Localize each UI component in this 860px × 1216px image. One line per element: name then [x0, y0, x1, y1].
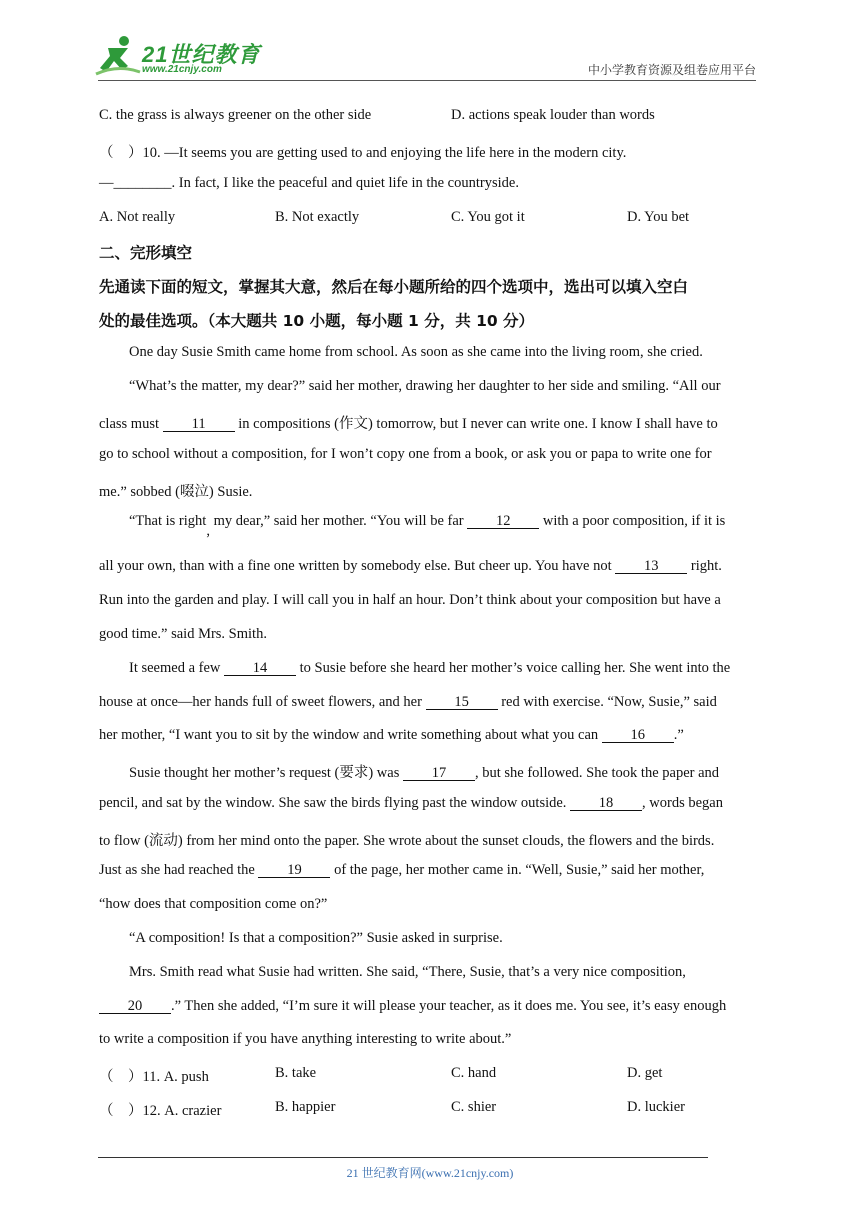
- logo-text: 21世纪教育: [142, 42, 261, 67]
- blank-20: 20: [99, 999, 171, 1014]
- passage-line: to flow (流动) from her mind onto the paper. She wrote about the sunset clouds, the flowers and the birds.: [99, 833, 715, 849]
- passage-line: me.” sobbed (啜泣) Susie.: [99, 484, 253, 500]
- section-instruction-2: 处的最佳选项。（本大题共 10 小题，每小题 1 分，共 10 分）: [99, 312, 535, 330]
- blank-12: 12: [467, 514, 539, 529]
- passage-line: good time.” said Mrs. Smith.: [99, 626, 267, 642]
- blank-13: 13: [615, 559, 687, 574]
- passage-line: class must 11 in compositions (作文) tomorrow, but I never can write one. I know I shall have to: [99, 416, 718, 432]
- blank-16: 16: [602, 728, 674, 743]
- q11-option-b: B. take: [275, 1065, 317, 1081]
- passage-line: all your own, than with a fine one written by somebody else. But cheer up. You have not 13 right.: [99, 558, 722, 574]
- q11-option-d: D. get: [627, 1065, 663, 1081]
- section-instruction-1: 先通读下面的短文，掌握其大意，然后在每小题所给的四个选项中，选出可以填入空白: [99, 278, 689, 296]
- header-divider: [98, 80, 756, 81]
- passage-line: to write a composition if you have anything interesting to write about.”: [99, 1031, 512, 1047]
- q11-stem: （ ）11. A. push: [99, 1069, 209, 1085]
- blank-19: 19: [258, 863, 330, 878]
- q12-option-b: B. happier: [275, 1099, 336, 1115]
- q9-option-d: D. actions speak louder than words: [451, 107, 655, 123]
- blank-11: 11: [163, 417, 235, 432]
- passage-line: “What’s the matter, my dear?” said her mother, drawing her daughter to her side and smiling. “All our: [129, 378, 721, 394]
- q12-stem: （ ）12. A. crazier: [99, 1103, 222, 1119]
- footer-link[interactable]: 21 世纪教育网(www.21cnjy.com): [346, 1166, 514, 1180]
- passage-line: Run into the garden and play. I will call you in half an hour. Don’t think about your composition but have a: [99, 592, 721, 608]
- blank-18: 18: [570, 796, 642, 811]
- passage-line: go to school without a composition, for I won’t copy one from a book, or ask you or papa to write one for: [99, 446, 712, 462]
- q12-option-d: D. luckier: [627, 1099, 685, 1115]
- passage-line: “how does that composition come on?”: [99, 896, 328, 912]
- passage-line: Mrs. Smith read what Susie had written. She said, “There, Susie, that’s a very nice composition,: [129, 964, 686, 980]
- q10-option-d: D. You bet: [627, 209, 690, 225]
- q10-option-c: C. You got it: [451, 209, 525, 225]
- passage-line: Susie thought her mother’s request (要求) was 17 , but she followed. She took the paper and: [129, 765, 720, 781]
- q10-option-a: A. Not really: [99, 209, 176, 225]
- q10-reply: —________. In fact, I like the peaceful and quiet life in the countryside.: [99, 175, 519, 191]
- platform-name: 中小学教育资源及组卷应用平台: [587, 63, 756, 77]
- passage-line: 20 .” Then she added, “I’m sure it will please your teacher, as it does me. You see, it’s easy enough: [99, 998, 726, 1015]
- site-logo: [94, 34, 264, 80]
- footer-divider: [98, 1157, 708, 1158]
- passage-line: It seemed a few 14 to Susie before she heard her mother’s voice calling her. She went into the: [129, 660, 731, 676]
- q10-stem: （ ）10. —It seems you are getting used to and enjoying the life here in the modern city.: [99, 145, 627, 161]
- runner-icon: [94, 34, 142, 78]
- passage-line: house at once—her hands full of sweet flowers, and her 15 red with exercise. “Now, Susie,” said: [99, 694, 717, 710]
- blank-14: 14: [224, 661, 296, 676]
- passage-line: Just as she had reached the 19 of the page, her mother came in. “Well, Susie,” said her mother,: [99, 862, 705, 878]
- logo-url: www.21cnjy.com: [142, 64, 222, 75]
- q9-option-c: C. the grass is always greener on the other side: [99, 107, 372, 123]
- passage-line: her mother, “I want you to sit by the window and write something about what you can 16 .”: [99, 727, 684, 743]
- blank-17: 17: [403, 766, 475, 781]
- passage-line: pencil, and sat by the window. She saw the birds flying past the window outside. 18 , words began: [99, 795, 723, 811]
- q12-option-c: C. shier: [451, 1099, 497, 1115]
- q11-option-c: C. hand: [451, 1065, 497, 1081]
- passage-line: One day Susie Smith came home from school. As soon as she came into the living room, she cried.: [129, 344, 703, 360]
- blank-15: 15: [426, 695, 498, 710]
- passage-line: “A composition! Is that a composition?” Susie asked in surprise.: [129, 930, 503, 946]
- passage-line: “That is right, my dear,” said her mother. “You will be far 12 with a poor composition, if it is: [129, 513, 726, 539]
- section-title: 二、完形填空: [99, 244, 193, 262]
- q10-option-b: B. Not exactly: [275, 209, 360, 225]
